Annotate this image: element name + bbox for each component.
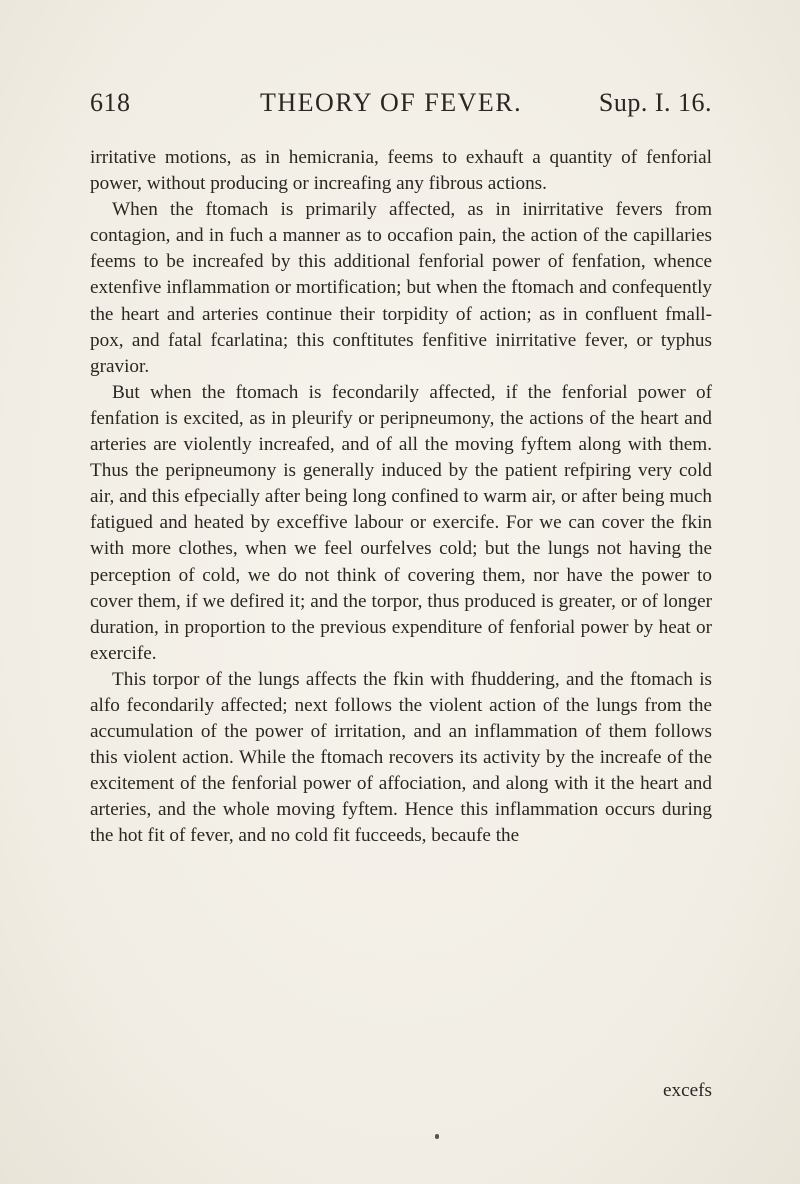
page-number: 618 <box>90 88 131 117</box>
paragraph-4: This torpor of the lungs affects the fkin with fhuddering, and the ftomach is alfo fecondarily affected; next follows the violent action of the lungs from the accumulation of the power of irritation, and an inflammation of them follows this violent action. While the ftomach recovers its activity by the increafe of the excitement of the fenforial power of affociation, and along with it the heart and arteries, and the whole moving fyftem. Hence this inflammation occurs during the hot fit of fever, and no cold fit fucceeds, becaufe the <box>90 668 712 847</box>
section-reference: Sup. I. 16. <box>598 88 712 117</box>
ink-spot <box>435 1134 439 1139</box>
running-header <box>90 88 712 124</box>
paragraph-1: irritative motions, as in hemicrania, feems to exhauft a quantity of fenforial power, without producing or increafing any fibrous actions. <box>90 147 712 195</box>
body-text <box>90 145 712 850</box>
running-title: THEORY OF FEVER. <box>260 88 523 117</box>
paragraph-2: When the ftomach is primarily affected, as in inirritative fevers from contagion, and in fuch a manner as to occafion pain, the action of the capillaries feems to be increafed by this additional fenforial power of fenfation, whence extenfive inflammation or mortification; but when the ftomach and confequently the heart and arteries continue their torpidity of action; as in confluent fmall-pox, and fatal fcarlatina; this conftitutes fenfitive inirritative fever, or typhus gravior. <box>90 199 712 377</box>
catchword: excefs <box>663 1080 712 1101</box>
paragraph-3: But when the ftomach is fecondarily affected, if the fenforial power of fenfation is excited, as in pleurify or peripneumony, the actions of the heart and arteries are violently increafed, and of all the moving fyftem along with them. Thus the peripneumony is generally induced by the patient refpiring very cold air, and this efpecially after being long confined to warm air, or after being much fatigued and heated by exceffive labour or exercife. For we can cover the fkin with more clothes, when we feel ourfelves cold; but the lungs not having the perception of cold, we do not think of covering them, nor have the power to cover them, if we defired it; and the torpor, thus produced is greater, or of longer duration, in proportion to the previous expenditure of fenforial power by heat or exercife. <box>90 381 712 664</box>
